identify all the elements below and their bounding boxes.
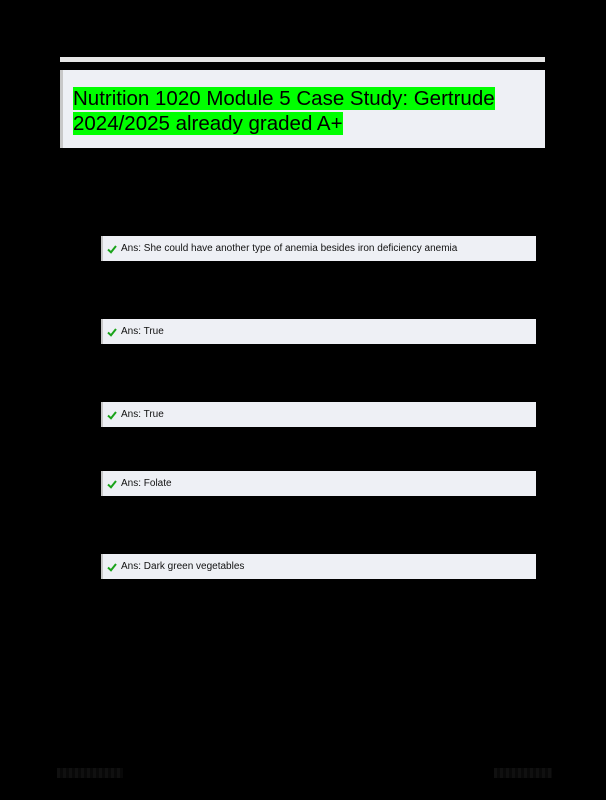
check-icon <box>107 244 117 254</box>
check-icon <box>107 562 117 572</box>
footer-left-mark <box>57 768 123 778</box>
footer-right-mark <box>494 768 552 778</box>
check-icon <box>107 479 117 489</box>
answer-text: Ans: Folate <box>121 478 172 489</box>
document-title <box>73 86 533 136</box>
answer-box <box>101 319 536 344</box>
title-line-1: Nutrition 1020 Module 5 Case Study: Gertrude <box>73 87 495 110</box>
title-box <box>60 70 545 148</box>
answer-text: Ans: True <box>121 409 164 420</box>
answer-box <box>101 471 536 496</box>
check-icon <box>107 327 117 337</box>
answer-text: Ans: True <box>121 326 164 337</box>
answer-box <box>101 236 536 261</box>
title-line-2: 2024/2025 already graded A+ <box>73 112 343 135</box>
top-rule <box>60 57 545 62</box>
answer-box <box>101 402 536 427</box>
answer-box <box>101 554 536 579</box>
answer-text: Ans: Dark green vegetables <box>121 561 245 572</box>
check-icon <box>107 410 117 420</box>
answer-text: Ans: She could have another type of anemia besides iron deficiency anemia <box>121 243 458 254</box>
